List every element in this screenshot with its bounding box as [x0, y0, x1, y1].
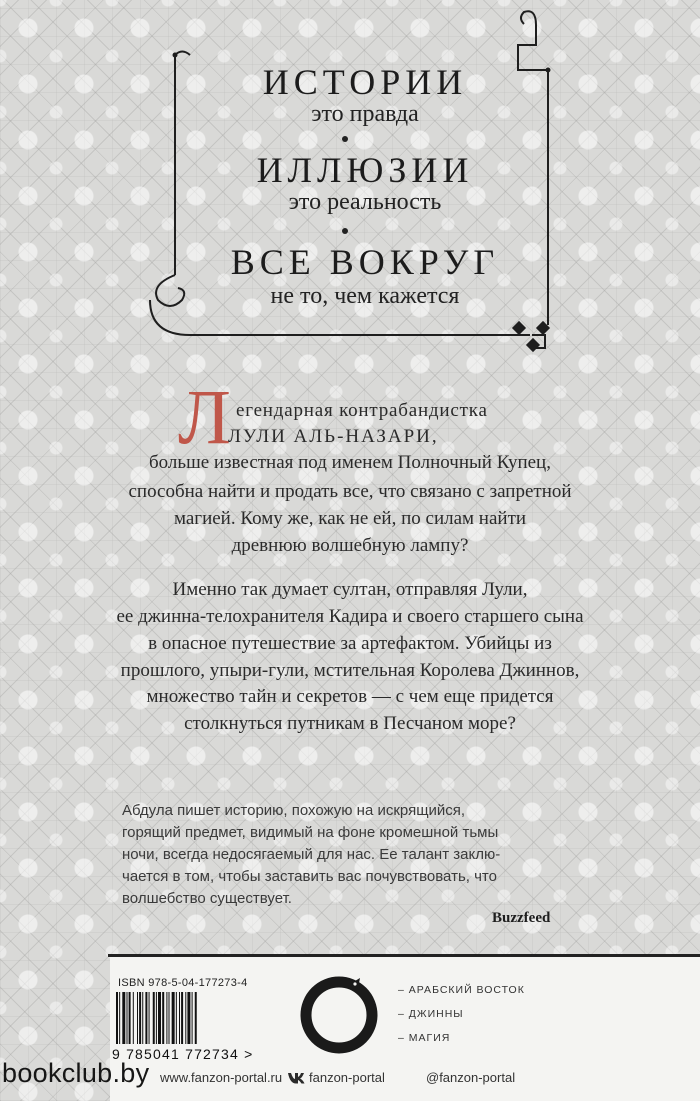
blurb-line: магией. Кому же, как не ей, по силам найти — [173, 508, 527, 529]
review-line: волшебство существует. — [122, 890, 292, 907]
isbn-text: ISBN 978-5-04-177273-4 — [118, 977, 248, 989]
vk-link[interactable]: fanzon-portal — [309, 1070, 385, 1085]
review-line: ночи, всегда недосягаемый для нас. Ее талант заклю- — [122, 846, 501, 863]
blurb-line: Именно так думает султан, отправляя Лули, — [172, 579, 528, 600]
tagline-1-title: ИСТОРИИ — [262, 62, 468, 102]
review-line: Абдула пишет историю, похожую на искрящийся, — [122, 802, 466, 819]
review-line: горящий предмет, видимый на фоне кромешной тьмы — [122, 824, 499, 841]
blurb-line: столкнуться путникам в Песчаном море? — [184, 713, 516, 734]
genre-tag: – АРАБСКИЙ ВОСТОК — [398, 984, 525, 996]
barcode-number: 9 785041 772734 > — [112, 1046, 254, 1062]
watermark-text: bookclub.by — [2, 1058, 150, 1088]
tagline-2-subtitle: это реальность — [288, 189, 442, 215]
tagline-3-title: ВСЕ ВОКРУГ — [230, 242, 500, 282]
drop-cap-letter: Л — [178, 373, 231, 460]
review-source: Buzzfeed — [492, 910, 551, 926]
blurb-character-name: ЛУЛИ АЛЬ-НАЗАРИ, — [228, 426, 439, 447]
blurb-line: прошлого, упыри-гули, мстительная Королева Джиннов, — [120, 660, 580, 681]
social-handle-link[interactable]: @fanzon-portal — [426, 1070, 516, 1085]
publisher-website-link[interactable]: www.fanzon-portal.ru — [160, 1070, 283, 1085]
blurb-line: егендарная контрабандистка — [236, 400, 488, 421]
blurb-line: способна найти и продать все, что связано с запретной — [128, 481, 572, 502]
tagline-1-subtitle: это правда — [311, 101, 419, 127]
separator-dot — [342, 228, 348, 234]
blurb-line: древнюю волшебную лампу? — [231, 535, 469, 556]
blurb-line: множество тайн и секретов — с чем еще придется — [146, 686, 554, 707]
blurb-line: ее джинна-телохранителя Кадира и своего старшего сына — [116, 606, 584, 627]
barcode-icon — [112, 992, 272, 1044]
genre-tag: – МАГИЯ — [398, 1032, 451, 1044]
tagline-3-subtitle: не то, чем кажется — [270, 283, 460, 309]
tagline-2-title: ИЛЛЮЗИИ — [256, 150, 474, 190]
ouroboros-logo-icon — [298, 974, 380, 1056]
separator-dot — [342, 136, 348, 142]
blurb-line: в опасное путешествие за артефактом. Убийцы из — [148, 633, 552, 654]
review-line: чается в том, чтобы заставить вас почувствовать, что — [122, 868, 497, 885]
genre-tag: – ДЖИННЫ — [398, 1008, 464, 1020]
blurb-line: больше известная под именем Полночный Купец, — [149, 452, 551, 473]
vk-icon — [287, 1072, 305, 1084]
